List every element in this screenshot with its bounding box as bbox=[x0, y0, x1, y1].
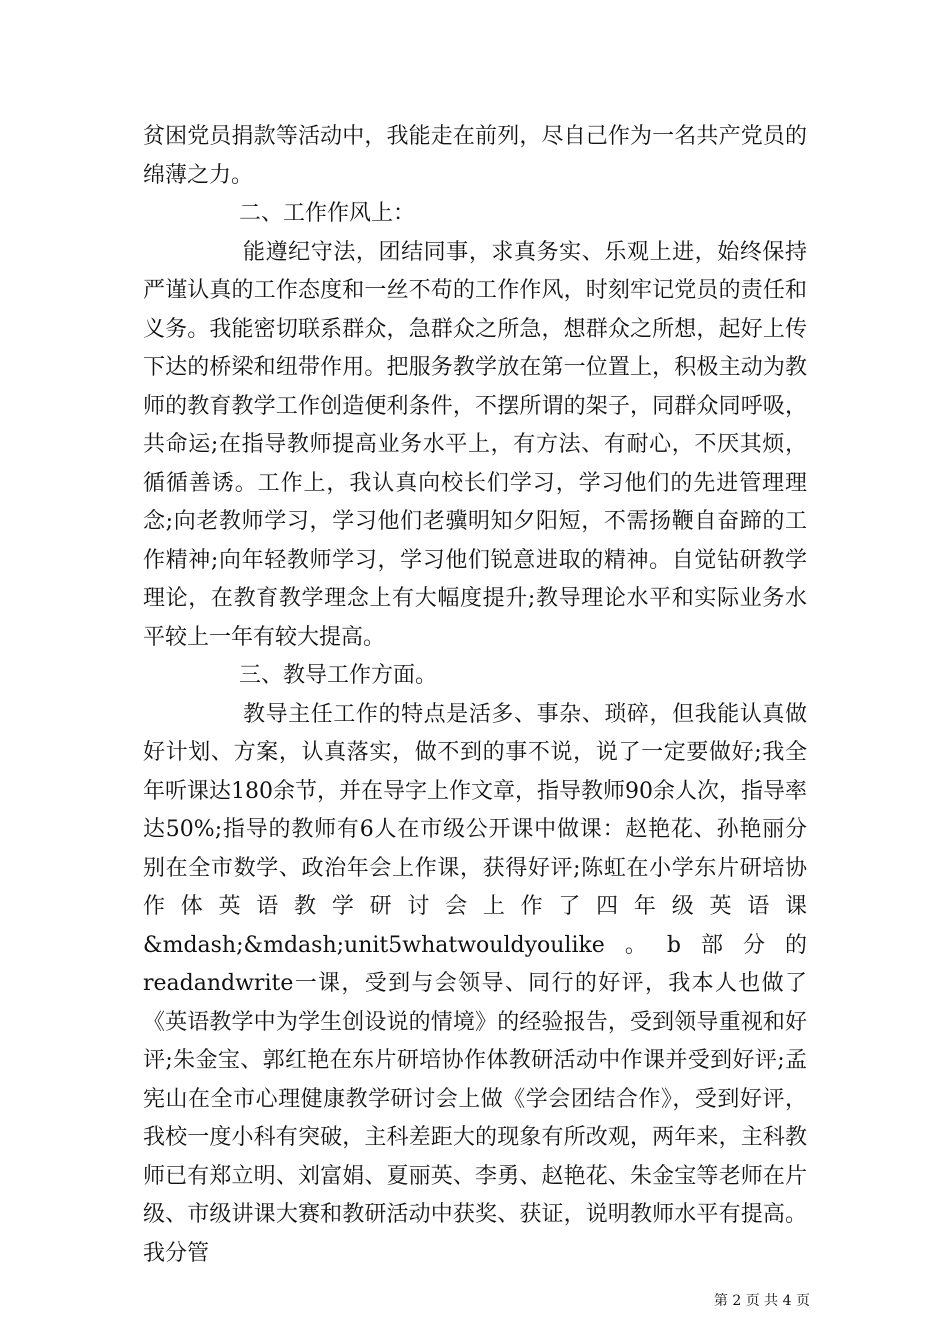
section-heading-teaching-work: 三、教导工作方面。 bbox=[239, 663, 438, 688]
paragraph-teaching-work: 教导主任工作的特点是活多、事杂、琐碎，但我能认真做好计划、方案，认真落实，做不到的事不说，说了一定要做好;我全年听课达180余节，并在导字上作文章，指导教师90余人次，指导率达50%;指导的教师有6人在市级公开课中做课：赵艳花、孙艳丽分别在全市数学、政治年会上作课，获得好评;陈虹在小学东片研培协作体英语教学研讨会上作了四年级英语课 bbox=[143, 701, 807, 919]
paragraph-work-style: 能遵纪守法，团结同事，求真务实、乐观上进，始终保持严谨认真的工作态度和一丝不苟的工作作风，时刻牢记党员的责任和义务。我能密切联系群众，急群众之所急，想群众之所想，起好上传下达的桥梁和纽带作用。把服务教学放在第一位置上，积极主动为教师的教育教学工作创造便利条件，不摆所谓的架子，同群众同呼吸，共命运;在指导教师提高业务水平上，有方法、有耐心，不厌其烦，循循善诱。工作上，我认真向校长们学习，学习他们的先进管理理念;向老教师学习，学习他们老骥明知夕阳短，不需扬鞭自奋蹄的工作精神;向年轻教师学习，学习他们锐意进取的精神。自觉钻研教学理论，在教育教学理念上有大幅度提升;教导理论水平和实际业务水平较上一年有较大提高。 bbox=[143, 239, 807, 650]
page-number-footer: 第 2 页 共 4 页 bbox=[713, 1293, 810, 1309]
section-heading-work-style: 二、工作作风上： bbox=[239, 201, 416, 226]
paragraph-teaching-work-continued: &mdash;&mdash;unit5whatwouldyoulike。b部分的readandwrite一课，受到与会领导、同行的好评，我本人也做了《英语教学中为学生创设说的情境》的经验报告，受到领导重视和好评;朱金宝、郭红艳在东片研培协作体教研活动中作课并受到好评;孟宪山在全市心理健康教学研讨会上做《学会团结合作》，受到好评，我校一度小科有突破，主科差距大的现象有所改观，两年来，主科教师已有郑立明、刘富娟、夏丽英、李勇、赵艳花、朱金宝等老师在片级、市级讲课大赛和教研活动中获奖、获证，说明教师水平有提高。我分管 bbox=[143, 932, 807, 1266]
document-body bbox=[143, 118, 807, 1273]
paragraph-party-activities: 贫困党员捐款等活动中，我能走在前列，尽自己作为一名共产党员的绵薄之力。 bbox=[143, 124, 807, 188]
